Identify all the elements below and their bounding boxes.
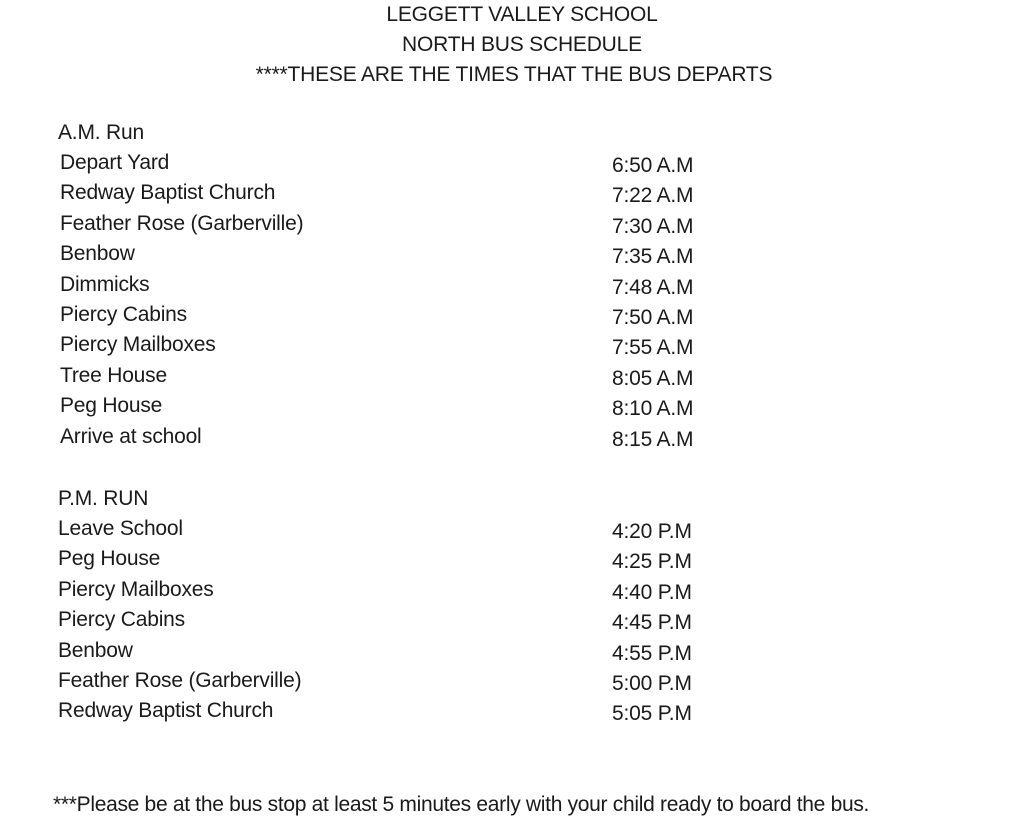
stop-name: Arrive at school — [60, 424, 202, 448]
stop-name: Redway Baptist Church — [60, 181, 276, 205]
stop-time: 4:25 P.M — [612, 550, 692, 574]
stop-name: Dimmicks — [60, 272, 150, 296]
stop-time: 7:50 A.M — [612, 305, 694, 329]
document-header — [0, 0, 1024, 90]
stop-time: 7:30 A.M — [612, 214, 694, 238]
stop-time: 4:55 P.M — [612, 641, 692, 665]
stop-time: 6:50 A.M — [612, 154, 694, 177]
am-run-section — [58, 118, 778, 452]
schedule-row — [58, 391, 778, 421]
schedule-row — [58, 300, 778, 330]
footer-note: ***Please be at the bus stop at least 5 minutes early with your child ready to board the bus. — [53, 793, 870, 816]
stop-time: 4:40 P.M — [612, 580, 692, 604]
stop-name: Peg House — [60, 394, 163, 418]
stop-name: Leave School — [58, 517, 183, 540]
stop-name: Peg House — [58, 547, 161, 571]
schedule-row — [58, 514, 778, 544]
stop-time: 8:10 A.M — [612, 397, 694, 421]
schedule-row — [58, 696, 778, 726]
schedule-row — [58, 239, 778, 269]
stop-name: Feather Rose (Garberville) — [58, 668, 302, 692]
stop-time: 8:15 A.M — [612, 427, 694, 451]
schedule-row — [58, 270, 778, 300]
stop-name: Redway Baptist Church — [58, 699, 274, 723]
stop-time: 4:45 P.M — [612, 611, 692, 635]
schedule-row — [58, 575, 778, 605]
pm-run-heading: P.M. RUN — [58, 487, 149, 510]
stop-name: Piercy Cabins — [60, 302, 187, 326]
stop-time: 5:00 P.M — [612, 671, 692, 695]
stop-name: Piercy Mailboxes — [60, 333, 216, 357]
schedule-title: NORTH BUS SCHEDULE — [402, 33, 642, 56]
stop-name: Piercy Mailboxes — [58, 577, 214, 601]
stop-name: Tree House — [60, 363, 167, 387]
am-run-heading: A.M. Run — [58, 121, 144, 144]
schedule-row — [58, 148, 778, 178]
stop-time: 7:35 A.M — [612, 245, 694, 269]
stop-name: Benbow — [58, 638, 133, 662]
stop-time: 5:05 P.M — [612, 702, 692, 726]
stop-name: Depart Yard — [60, 151, 170, 174]
stop-time: 7:48 A.M — [612, 275, 694, 299]
stop-name: Benbow — [60, 242, 135, 266]
departure-notice: ****THESE ARE THE TIMES THAT THE BUS DEPARTS — [255, 63, 773, 86]
school-name: LEGGETT VALLEY SCHOOL — [386, 3, 658, 26]
pm-run-section — [58, 484, 778, 727]
stop-name: Feather Rose (Garberville) — [60, 211, 304, 235]
schedule-row — [58, 544, 778, 574]
stop-name: Piercy Cabins — [58, 608, 185, 632]
schedule-row — [58, 361, 778, 391]
stop-time: 7:55 A.M — [612, 336, 694, 360]
stop-time: 7:22 A.M — [612, 184, 694, 208]
schedule-row — [58, 605, 778, 635]
schedule-row — [58, 636, 778, 666]
schedule-row — [58, 178, 778, 208]
schedule-row — [58, 422, 778, 452]
schedule-row — [58, 666, 778, 696]
stop-time: 4:20 P.M — [612, 520, 692, 543]
stop-time: 8:05 A.M — [612, 366, 694, 390]
schedule-row — [58, 209, 778, 239]
schedule-row — [58, 330, 778, 360]
